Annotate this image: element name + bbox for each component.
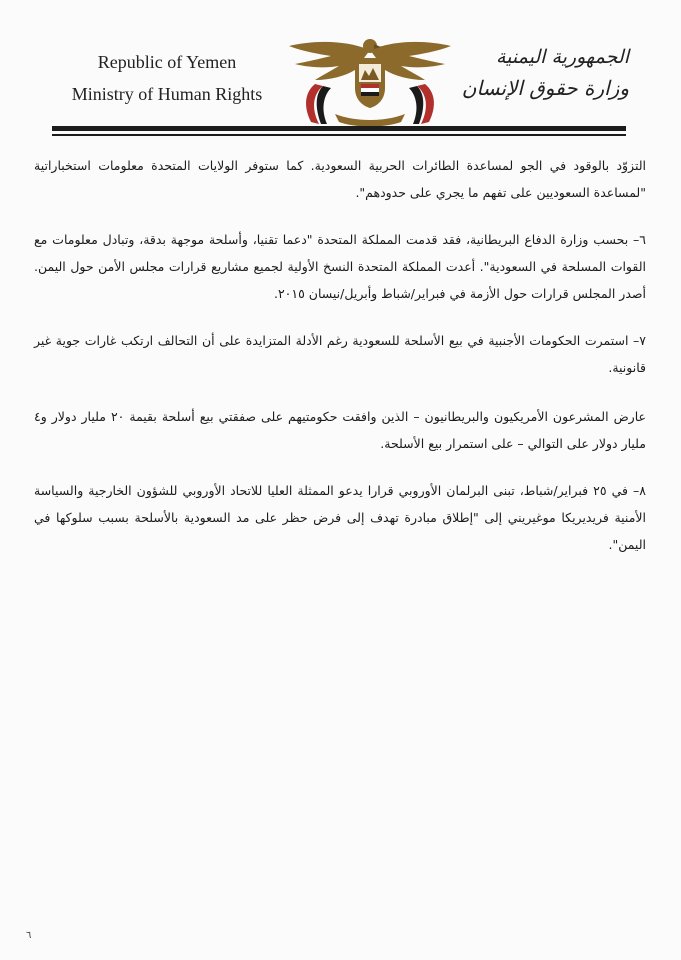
letterhead: [0, 30, 681, 130]
country-name-ar: الجمهورية اليمنية: [495, 46, 629, 68]
header-divider-thin: [52, 134, 626, 136]
paragraph: ٧– استمرت الحكومات الأجنبية في بيع الأسلحة للسعودية رغم الأدلة المتزايدة على أن التحالف ارتكب غارات جوية غير قانونية.: [34, 333, 646, 375]
page-number: ٦: [26, 930, 32, 941]
ministry-name-ar: وزارة حقوق الإنسان: [461, 76, 629, 100]
country-name-en: Republic of Yemen: [97, 52, 237, 72]
english-letterhead: [52, 46, 282, 110]
ministry-name-en: Ministry of Human Rights: [71, 84, 263, 104]
paragraph: ٨– في ٢٥ فبراير/شباط، تبنى البرلمان الأوروبي قرارا يدعو الممثلة العليا للاتحاد الأوروبي للشؤون الخارجية والسياسة الأمنية فريديريكا موغيريني إلى "إطلاق مبادرة تهدف إلى فرض حظر على مد السعودية بالأسلحة بسبب سلوكها في اليمن".: [34, 483, 646, 552]
document-body: [34, 152, 646, 578]
yemen-eagle-emblem-icon: [285, 30, 455, 130]
arabic-letterhead: [439, 42, 629, 104]
paragraph: عارض المشرعون الأمريكيون والبريطانيون – الذين وافقت حكومتيهم على صفقتي بيع أسلحة بقيمة ٢٠ مليار دولار و٤ مليار دولار على التوالي – على استمرار بيع الأسلحة.: [34, 409, 646, 451]
paragraph: ٦– بحسب وزارة الدفاع البريطانية، فقد قدمت المملكة المتحدة "دعما تقنيا، وأسلحة موجهة بدقة، وتبادل معلومات مع القوات المسلحة في السعودية". أعدت المملكة المتحدة النسخ الأولية لجميع مشاريع قرارات مجلس الأمن حول اليمن. أصدر المجلس قرارات حول الأزمة في فبراير/شباط وأبريل/نيسان ٢٠١٥.: [34, 232, 646, 301]
header-divider-thick: [52, 126, 626, 131]
paragraph: التزوّد بالوقود في الجو لمساعدة الطائرات الحربية السعودية. كما ستوفر الولايات المتحدة معلومات استخباراتية "لمساعدة السعوديين على تفهم ما يجري على حدودهم".: [34, 158, 646, 200]
